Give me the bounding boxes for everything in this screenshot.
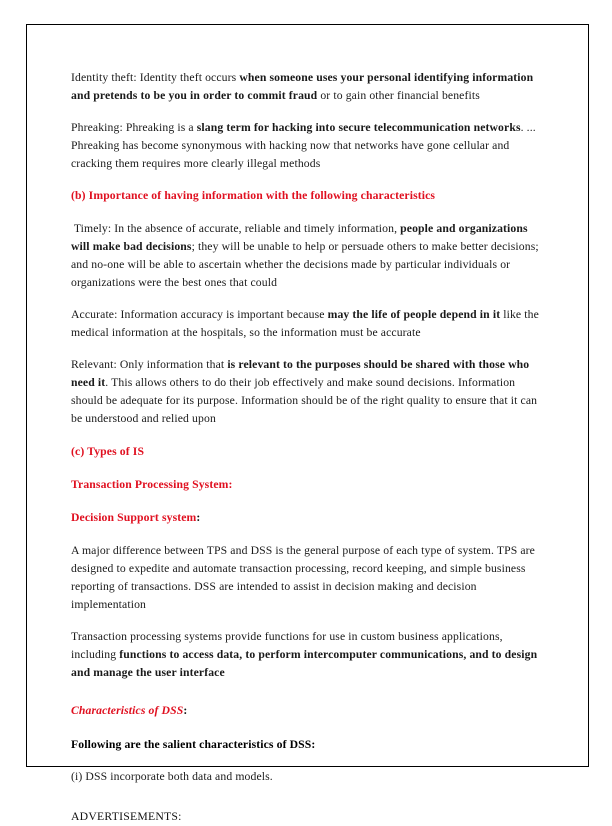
paragraph-tps-functions xyxy=(71,628,544,682)
heading-decision-support-system xyxy=(71,509,544,527)
characteristics-of-dss-label: Characteristics of DSS xyxy=(71,704,184,718)
decision-support-system-label: Decision Support system xyxy=(71,510,197,524)
timely-tail: ; they will be unable to help or persuade others to make better decisions; and no-one will be able to ascertain whether the decisions made by particular individuals or organizations were the best ones that could xyxy=(71,239,539,289)
characteristics-of-dss-colon: : xyxy=(183,704,188,718)
identity-theft-bold: when someone uses your personal identifying information and pretends to be you in order to commit fraud xyxy=(71,71,534,103)
advertisements-label: ADVERTISEMENTS: xyxy=(71,809,182,823)
paragraph-phreaking xyxy=(71,119,544,173)
heading-characteristics-of-dss xyxy=(71,702,544,720)
timely-bold: people and organizations will make bad decisions xyxy=(71,221,528,253)
identity-theft-lead: Identity theft: Identity theft occurs xyxy=(71,71,240,84)
heading-types-of-is: (c) Types of IS xyxy=(71,444,145,458)
document-page xyxy=(26,24,589,823)
tps-functions-lead: Transaction processing systems provide functions for use in custom business applications, including xyxy=(71,630,503,662)
phreaking-bold: slang term for hacking into secure telecommunication networks xyxy=(196,121,521,135)
paragraph-identity-theft xyxy=(71,69,544,105)
line-following-salient-characteristics: Following are the salient characteristics of DSS: xyxy=(71,737,316,751)
document-content xyxy=(71,69,544,826)
relevant-tail: . This allows others to do their job effectively and make sound decisions. Information should be adequate for its purpose. Information should be of the right quality to ensure that it can be understood and relied upon xyxy=(71,376,538,426)
paragraph-accurate xyxy=(71,306,544,342)
timely-lead: Timely: In the absence of accurate, reliable and timely information, xyxy=(71,221,401,235)
phreaking-lead: Phreaking: Phreaking is a xyxy=(71,121,197,135)
list-item-dss-data-models: (i) DSS incorporate both data and models. xyxy=(71,769,273,783)
decision-support-system-colon: : xyxy=(196,510,201,524)
relevant-lead: Relevant: Only information that xyxy=(71,358,228,372)
heading-importance-of-information: (b) Importance of having information with the following characteristics xyxy=(71,189,436,203)
accurate-tail: like the medical information at the hospitals, so the information must be accurate xyxy=(71,307,539,340)
paragraph-tps-dss-difference: A major difference between TPS and DSS is the general purpose of each type of system. TPS are designed to expedite and automate transaction processing, record keeping, and simple business reporting of transactions. DSS are intended to assist in decision making and decision implementation xyxy=(71,543,535,612)
identity-theft-tail: or to gain other financial benefits xyxy=(317,89,480,103)
tps-functions-bold: functions to access data, to perform intercomputer communications, and to design and manage the user interface xyxy=(71,648,538,680)
accurate-lead: Accurate: Information accuracy is important because xyxy=(71,307,328,321)
paragraph-relevant xyxy=(71,356,544,428)
heading-transaction-processing-system: Transaction Processing System: xyxy=(71,477,233,491)
accurate-bold: may the life of people depend in it xyxy=(327,307,501,321)
relevant-bold: is relevant to the purposes should be shared with those who need it xyxy=(71,358,530,390)
phreaking-tail: . ... Phreaking has become synonymous with hacking now that networks have gone cellular and cracking them requires more clearly illegal methods xyxy=(71,121,536,171)
paragraph-timely xyxy=(71,220,544,292)
